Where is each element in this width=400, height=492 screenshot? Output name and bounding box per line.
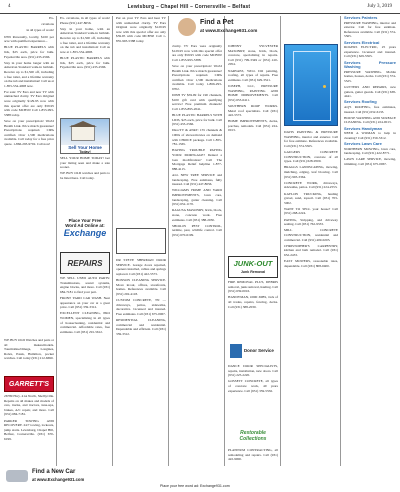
blue-door-photo [284, 44, 338, 126]
classified-ad: EXCELLENT CLEANING, PRO WOMEN, specializing in all types of housecleaning, residential and commercial. Affordable rates, free estimates. Call (931) 291-5612. [60, 311, 110, 334]
classified-ad: Ex- [49, 16, 54, 20]
classified-ad: DirecTV & AT&T: 155 channels & 1000s of shows/movies on demand with CHOICE package. Call 1-855-781-1565. [172, 128, 222, 147]
classified-column-5-mid [228, 280, 278, 340]
column-rule [56, 16, 57, 466]
classified-ad: BLUE PLASTIC BARRELS with lids, $25 each, price for bulk. Fayetteville area. (931) 433-2566. [4, 45, 54, 59]
classified-ad: NEED A WOMAN to help in cleaning? Call (931) 359-3312. [344, 131, 396, 140]
classified-column-5-lower [228, 364, 278, 424]
donor-service-label: Donor Service [244, 348, 274, 353]
classified-ad: NARVAEZ, WILL DO painting, roofing, all types of repairs. Free estimates. Call (931) 629-3521. [228, 68, 278, 82]
classified-ad: DISH TV $59.99 for 190 channels, $100 gift card with qualifying service! Free premium channels! Call 1-855-895-2041. [172, 93, 222, 111]
place-ad-line1: Place Your Free [68, 218, 102, 223]
classified-ad: 26789 Hwy. 41A North, Shelbyville. Repairs on all makes and models of cars, trucks, and tractors, tune-ups, brakes, A/C repair, and more. Call (931) 684-7181. [4, 394, 54, 417]
junk-out-sub: Junk Removal [240, 270, 266, 274]
classified-ad: JOSEPH, LLC, PRESSURE WASHING, PAINTING AND HOME IMPROVEMENTS. Call (931) 653-6411. [228, 83, 278, 102]
classified-ad: SHOO-IN PEST CONTROL, termite, pest, wildlife control. Call (931) 670-6199. [172, 223, 222, 237]
classified-ad: GUTTERS AND REPAIRS, new gutters, gutter guards. Call (931) 638-4441. [344, 85, 396, 99]
sell-home-title: Sell Your Home [68, 145, 102, 150]
repairs-logo: REPAIRS [67, 259, 103, 268]
pet-photo [178, 18, 196, 36]
classified-ad: WILLIAMS HOME AND YARD IMPROVEMENTS, lawn care, landscaping, gutter cleaning. Call (931) 652-1170. [172, 188, 222, 207]
classified-ad: WE BUY OLD watches and parts to be listed here. Call today. [60, 171, 110, 180]
find-pet-title: Find a Pet [200, 19, 234, 26]
classified-column-3-lower [116, 258, 166, 466]
classified-column-5-bottom [228, 448, 278, 466]
classified-ad: GOSSETT CONCRETE, all types of concrete work, 40 years experience. Call (931) 359-5556. [228, 379, 278, 393]
classified-ad: Stay in your home longer with an American Standard walk-in bathtub. Receive up to $1,500 off, including a free toilet, and a lifetime warranty on the tub and installation! Call us at 1-855-534-4008 now. [4, 60, 54, 88]
classified-column-2 [60, 16, 110, 126]
paper-title: Lewisburg – Chapel Hill – Cornersville – Belfast [127, 3, 251, 10]
services-heading: Services Pressure Washing [344, 59, 396, 70]
blank-ad-space [116, 228, 166, 254]
services-heading: Services Roofing [344, 99, 377, 105]
classified-ad: JOHNNY SYLVESTER MASONRY, stone, brick, block, concrete, specializing in repairs. Call (931) 799-3349 or (931) 410-2054. [228, 44, 278, 67]
classified-ad: clarity. TV Ears were originally $129.95 now with this special offer are only $59.95 with code MCB59! Call 1-855-993-5388. [172, 44, 222, 62]
house-photo [61, 119, 109, 145]
classified-ad: SELL YOUR HOME TODAY! Get your listing seen and make a sale sooner. [60, 156, 110, 170]
classified-ad: DANCE DOOR SPECIALISTS, repairs, installation, new doors. Call (931) 225-2220. [228, 364, 278, 378]
classified-ad: RAGUSA MASONRY, brick, block, stone, concrete work. Free estimates. Call (931) 388-2030. [172, 208, 222, 222]
classified-ad: WE BUY OLD Watches and parts or all makes/models. Tourmaline/Omega, Longines, Rolex, Patek, Hamilton, pocket watches. Call today (931) 212-6690. [4, 338, 54, 361]
bottom-footer: Place your free word ad: Exchange931.com [160, 484, 230, 488]
door-knob [323, 85, 326, 88]
classified-column-1-bottom [4, 394, 54, 464]
classified-ad: Ex- cavations, in all types of work! Phone (931) 447-8656. [60, 16, 110, 25]
classified-ad: KAYLON TRUCKING, hauling gravel, sand, topsoil. Call (931) 703-5002. [284, 191, 338, 205]
classified-ad: BRAGGS LANDSCAPING, mowing, mulching, edging, leaf blowing. Call (931) 993-3364. [284, 165, 338, 179]
classified-ad: PAVING, Stripping, and driveway sealing. Call (931) 762-9333. [284, 217, 338, 227]
classified-ad: Stay in your home, with an American Standard walk-in bathtub. Receive up to $1,500 off, including a free toilet, and a lifetime warranty on the tub and installation! Call us now at 1-855-534-4008. [60, 26, 110, 54]
find-a-pet-ad [174, 16, 284, 40]
classified-ad: in all types of work! [26, 28, 54, 33]
page-number: 4 [8, 4, 11, 9]
classified-ad: CUSTOM CONCRETE, TN — driveways, patios, sidewalks, decorative. Licensed and insured. Free estimates. Call (931) 675-0067. [116, 297, 166, 316]
garretts-logo: GARRETT'S [8, 381, 50, 388]
classified-ad: Save on your prescription! World Health Link. Price match guarantee! Prescriptions required. CIPA certified. Over 1,500 medications available. Call today 1-866-293-9702. [172, 63, 222, 91]
car-photo [6, 470, 28, 482]
classified-ad: DAVIS PAINTING & PRESSURE WASHING, interior and exterior. Call for free estimate. References available. Call (931) 374-5565. [284, 130, 338, 148]
classified-ad: FRONT YARD CAR WASH. Neat appearance on your car at a great price. Call (931) 359-3312. [60, 295, 110, 310]
service-icon [230, 344, 242, 358]
classified-column-3 [116, 16, 166, 226]
classified-ad: HAVING TROUBLE PAYING YOUR MORTGAGE? Denied a loan modification? Call The Mortgage Relief helpline 1-877-888-4115. [172, 148, 222, 171]
classified-ad: ROGERS ELECTRIC, 25 years experience. Licensed and insured. Call (931) 629-5565. [344, 45, 396, 59]
services-heading: Services Lawn Care [344, 141, 382, 146]
classified-ad: cavations [41, 22, 54, 27]
donor-service-ad [228, 342, 278, 362]
classified-column-2-lower [60, 276, 110, 466]
classified-ad: WANT TO SELL your house? Call (931) 268-2224. [284, 206, 338, 216]
garretts-ad [4, 376, 54, 392]
classified-ad: CONCRETE WORK, driveways, sidewalks, patios. Call (931) 224-2553. [284, 180, 338, 190]
find-a-new-car-ad [4, 468, 114, 486]
classified-ad: HOME IMPROVEMENTS, decks, porches, remodels. Call (931) 224-0013. [228, 119, 278, 133]
classified-ad: HANDYMAN, ODD JOBS, Jack of all trades, repairs, fencing, decks. Call (931) 388-2030. [228, 295, 278, 309]
classified-ad: AQ'S ROOFING, free estimates, insured. Call (931) 632-6133. [344, 105, 396, 114]
classified-ad: DR STEVE SHERMAN DOOR SERVICE. Garage doors repaired, openers installed, cables and springs replaced. Call (931) 422-5573. [116, 258, 166, 276]
junk-out-ad [228, 256, 278, 278]
classified-ad: PARKER TOWING AND RECOVERY. 24/7 towing, lockouts, jump starts. Lewisburg, Chapel Hill, Belfast, Cornersville. (931) 670-6199. [4, 418, 54, 441]
repairs-ad [60, 252, 110, 274]
page-header [0, 0, 400, 14]
classified-ad: PRESSURE WASHING, interior and exterior. Call for free estimate. References available. Call (931) 374-5565. [344, 20, 396, 39]
find-car-url: at www.Exchange931.com [32, 477, 85, 482]
house-icon [71, 125, 95, 141]
find-car-title: Find a New Car [32, 469, 76, 475]
classified-column-2-mid [60, 156, 110, 216]
classified-ad: PRESSURE WASHING. Mobile homes, houses, decks. Call (931) 374-5525. [344, 69, 396, 83]
classified-ad: HOUSE WASHING AND SURFACE CLEANING. Call (931) 224-0013. [344, 115, 396, 125]
classified-column-6 [284, 130, 338, 466]
classified-ad: Save on your prescription! World Health Link. Price match guarantee! Prescriptions required. CIPA certified. Over 1,500 medications available. Call today for a free price quote. 1-866-293-9702. Call now! [4, 119, 54, 146]
classified-ad: BLUE PLASTIC BARRELS WITH LIDS, $25 each, price for bulk. Call (931) 433-2566. [172, 113, 222, 127]
classified-ad: ALL NEW TREE SERVICE and landscaping. Free estimates, fully insured. Call (931) 447-8656. [172, 173, 222, 187]
place-ad-line2: Word Ad Online at: [65, 223, 105, 228]
restorable-logo: Restorable Collections [239, 430, 267, 442]
classified-ad: MILL CONCRETE CONSTRUCTION, residential and commercial. Call (931) 409-0203. [284, 228, 338, 242]
classified-ad: RESIDENTIAL CLEANING, commercial and residential. Dependable and efficient. Call (931) 359-3312. [116, 317, 166, 336]
classified-ad: BOXSON CLEANING SERVICE. Move in/out, offices, storefronts, homes. References available. Call (931) 202-4118. [116, 277, 166, 296]
classified-ad: FIRE REMOVAL PLUS, DEBRIS removal, junk removal, hauling. Call (931) 639-0016. [228, 280, 278, 294]
classified-ad: GAUGERS CONCRETE CONSTRUCTION, concrete of all types. Call (931) 628-9500. [284, 149, 338, 164]
classified-ad: EAST MOWERS, reasonable rates, dependable. Call (931) 808-0400. [284, 259, 338, 268]
column-rule [112, 16, 113, 466]
issue-date: July 3, 2019 [367, 4, 392, 9]
classified-ad: 6709 Personally, locally, $100 per acre with qualified experience... [4, 34, 54, 44]
classified-column-4 [172, 44, 222, 466]
classified-column-5 [228, 44, 278, 254]
find-pet-url: at www.Exchange931.com [200, 28, 258, 33]
classified-ad: CHRISTOPHER'S CARPENTRY, kitchen and bath remodel. Call (931) 652-2433. [284, 243, 338, 257]
services-heading: Services Handyman [344, 125, 383, 131]
classified-ad: NORTHERN MOWING, lawn care, landscaping. Call (931) 422-8771. [344, 146, 396, 156]
column-rule [224, 16, 225, 466]
restorable-ad [228, 426, 278, 446]
classified-ad: LAWN CARE SERVICE, mowing, trimming. Call (931) 675-0067. [344, 157, 396, 166]
services-heading: Services Painters [344, 16, 378, 20]
junk-out-logo: JUNK-OUT [233, 259, 273, 268]
classified-ad: BLUE PLASTIC BARRELS with lids, $25 each, price for bulk. Fayetteville area. (931) 433-2566. [60, 55, 110, 70]
services-column [344, 16, 396, 466]
column-rule [168, 16, 169, 466]
classified-ad: SOUTHERN ROOF WORKS. Metal roof specialists. Call (931) 422-5573. [228, 103, 278, 118]
column-rule [280, 16, 281, 466]
classified-ad: For sale: TV Ears and new TV with unmatched clarity. TV Ears Original were originally $129.95 now with this special offer are only $59.95 with code MCB59! Call 1-855-993-5388 today. [4, 89, 54, 117]
sell-home-sub: Today! [79, 150, 91, 154]
classified-column-1 [4, 16, 54, 316]
classified-ad: WE SELL USED AUTO PARTS: Transmissions, sound systems, engine blocks, and more. Call (931) 684-7181 to find your part. [60, 276, 110, 294]
place-ad-online [60, 218, 110, 248]
classified-ad: PLATINUM CONTRACTING, all remodeling and repairs. Call (931) 422-9000. [228, 448, 278, 462]
exchange-logo: Exchange [63, 228, 107, 238]
sell-your-home-ad [60, 118, 110, 154]
classified-ad: Put on your TV Ears and hear TV with unmatched clarity. TV Ears Original were originally $129.95 now with this special offer are only $59.95 with code MCB59! Call 1-855-993-5388 today. [116, 16, 166, 43]
services-heading: Services Electrical [344, 39, 380, 45]
column-rule [340, 16, 341, 466]
